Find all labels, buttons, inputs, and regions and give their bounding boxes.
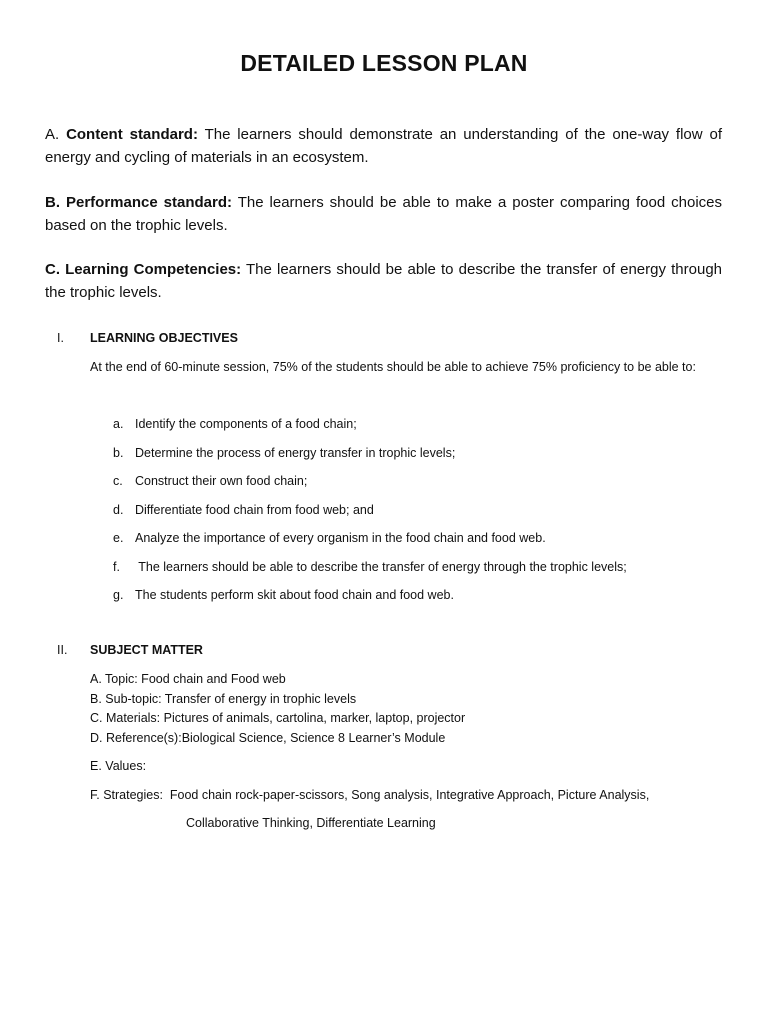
list-item [113,553,627,582]
performance-standard [45,191,722,237]
list-item [113,524,627,553]
performance-standard-text: The learners should be able to make a poster comparing food choices based on the trophic levels. [45,194,722,234]
list-item-text: Determine the process of energy transfer in trophic levels; [135,445,456,460]
list-item [113,496,627,525]
learning-competencies [45,258,722,304]
list-item [113,581,627,610]
list-item-letter: c. [113,474,123,488]
list-item [113,410,627,439]
list-item-text: The students perform skit about food chain and food web. [135,588,454,602]
list-item [113,439,627,468]
section-title-objectives: LEARNING OBJECTIVES [90,331,238,345]
objectives-list [113,410,627,610]
list-item-letter: g. [113,588,124,602]
subject-references: D. Reference(s):Biological Science, Science 8 Learner’s Module [90,730,446,745]
subject-values: E. Values: [90,759,147,773]
list-item [113,467,627,496]
list-item-text: Identify the components of a food chain; [135,417,357,431]
objectives-intro: At the end of 60-minute session, 75% of the students should be able to achieve 75% proficiency to be able to: [90,360,696,374]
list-item-letter: b. [113,445,124,460]
content-standard [45,123,722,169]
section-number-subject-matter: II. [57,643,68,657]
list-item-letter: e. [113,531,124,545]
section-title-subject-matter: SUBJECT MATTER [90,643,203,657]
list-item-letter: d. [113,502,124,517]
list-item-letter: f. [113,559,120,574]
content-standard-label: Content standard: [66,126,198,143]
subject-subtopic: B. Sub-topic: Transfer of energy in trophic levels [90,691,357,706]
subject-strategies: F. Strategies: Food chain rock-paper-scissors, Song analysis, Integrative Approach, Picture Analysis, [90,787,650,802]
content-standard-text: The learners should demonstrate an understanding of the one-way flow of energy and cycling of materials in an ecosystem. [45,126,723,166]
subject-matter-list [90,670,649,834]
content-standard-prefix: A. [45,126,67,143]
learning-competencies-text: The learners should be able to describe the transfer of energy through the trophic levels. [45,261,723,301]
page-title: DETAILED LESSON PLAN [240,50,528,76]
performance-standard-label: B. Performance standard: [45,194,232,211]
list-item-letter: a. [113,417,124,431]
list-item-text: Differentiate food chain from food web; and [135,502,374,517]
learning-competencies-label: C. Learning Competencies: [45,261,242,278]
subject-materials: C. Materials: Pictures of animals, cartolina, marker, laptop, projector [90,711,466,725]
list-item-text: Analyze the importance of every organism in the food chain and food web. [135,531,546,545]
list-item-text: The learners should be able to describe the transfer of energy through the trophic levels; [135,559,627,574]
subject-topic: A. Topic: Food chain and Food web [90,672,286,686]
subject-strategies-continued: Collaborative Thinking, Differentiate Learning [186,816,436,830]
list-item-text: Construct their own food chain; [135,474,308,488]
section-number-objectives: I. [57,331,64,345]
